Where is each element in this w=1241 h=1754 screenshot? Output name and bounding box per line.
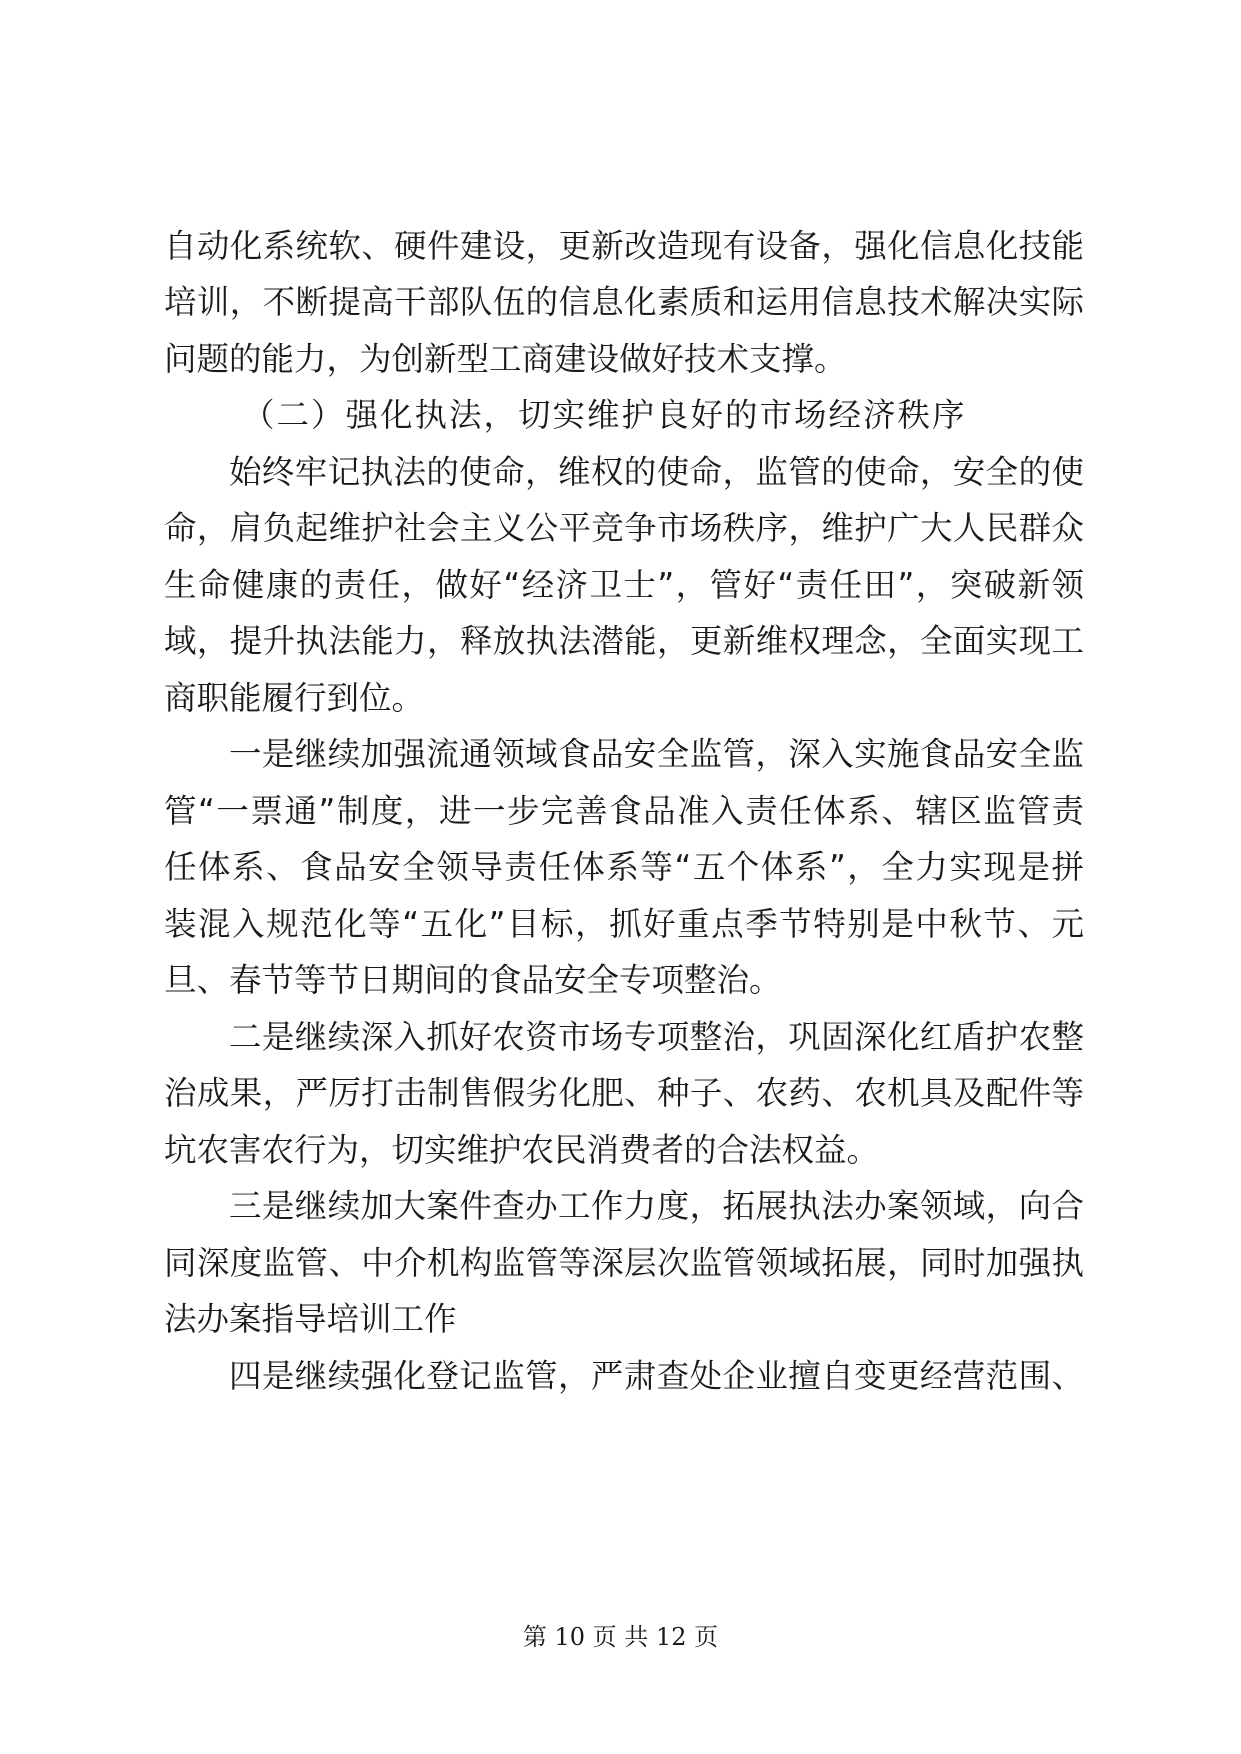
text-line: 问题的能力，为创新型工商建设做好技术支撑。 <box>164 340 847 378</box>
text-line: 四是继续强化登记监管，严肃查处企业擅自变更经营范围、 <box>229 1357 1084 1395</box>
text-line: 自动化系统软、硬件建设，更新改造现有设备，强化信息化技能 <box>164 227 1084 265</box>
text-line: 装混入规范化等“五化”目标，抓好重点季节特别是中秋节、元 <box>164 905 1084 943</box>
text-line: 命，肩负起维护社会主义公平竞争市场秩序，维护广大人民群众 <box>164 509 1084 547</box>
text-line: 一是继续加强流通领域食品安全监管，深入实施食品安全监 <box>229 735 1084 773</box>
text-line: 同深度监管、中介机构监管等深层次监管领域拓展，同时加强执 <box>164 1244 1084 1282</box>
text-line: 旦、春节等节日期间的食品安全专项整治。 <box>164 961 782 999</box>
text-line: 域，提升执法能力，释放执法潜能，更新维权理念，全面实现工 <box>164 622 1084 660</box>
text-line: 生命健康的责任，做好“经济卫士”，管好“责任田”，突破新领 <box>164 566 1084 604</box>
text-line: 管“一票通”制度，进一步完善食品准入责任体系、辖区监管责 <box>164 792 1084 830</box>
text-line: 法办案指导培训工作 <box>164 1300 457 1338</box>
text-line: 任体系、食品安全领导责任体系等“五个体系”，全力实现是拼 <box>164 848 1084 886</box>
text-line: 坑农害农行为，切实维护农民消费者的合法权益。 <box>164 1131 880 1169</box>
section-heading: （二）强化执法，切实维护良好的市场经济秩序 <box>242 396 967 434</box>
text-line: 培训，不断提高干部队伍的信息化素质和运用信息技术解决实际 <box>164 283 1084 321</box>
text-line: 三是继续加大案件查办工作力度，拓展执法办案领域，向合 <box>229 1187 1084 1225</box>
text-line: 商职能履行到位。 <box>164 679 425 717</box>
text-line: 始终牢记执法的使命，维权的使命，监管的使命，安全的使 <box>229 453 1084 491</box>
text-line: 二是继续深入抓好农资市场专项整治，巩固深化红盾护农整 <box>229 1018 1084 1056</box>
page-footer: 第 10 页 共 12 页 <box>522 1623 719 1651</box>
text-line: 治成果，严厉打击制售假劣化肥、种子、农药、农机具及配件等 <box>164 1074 1084 1112</box>
